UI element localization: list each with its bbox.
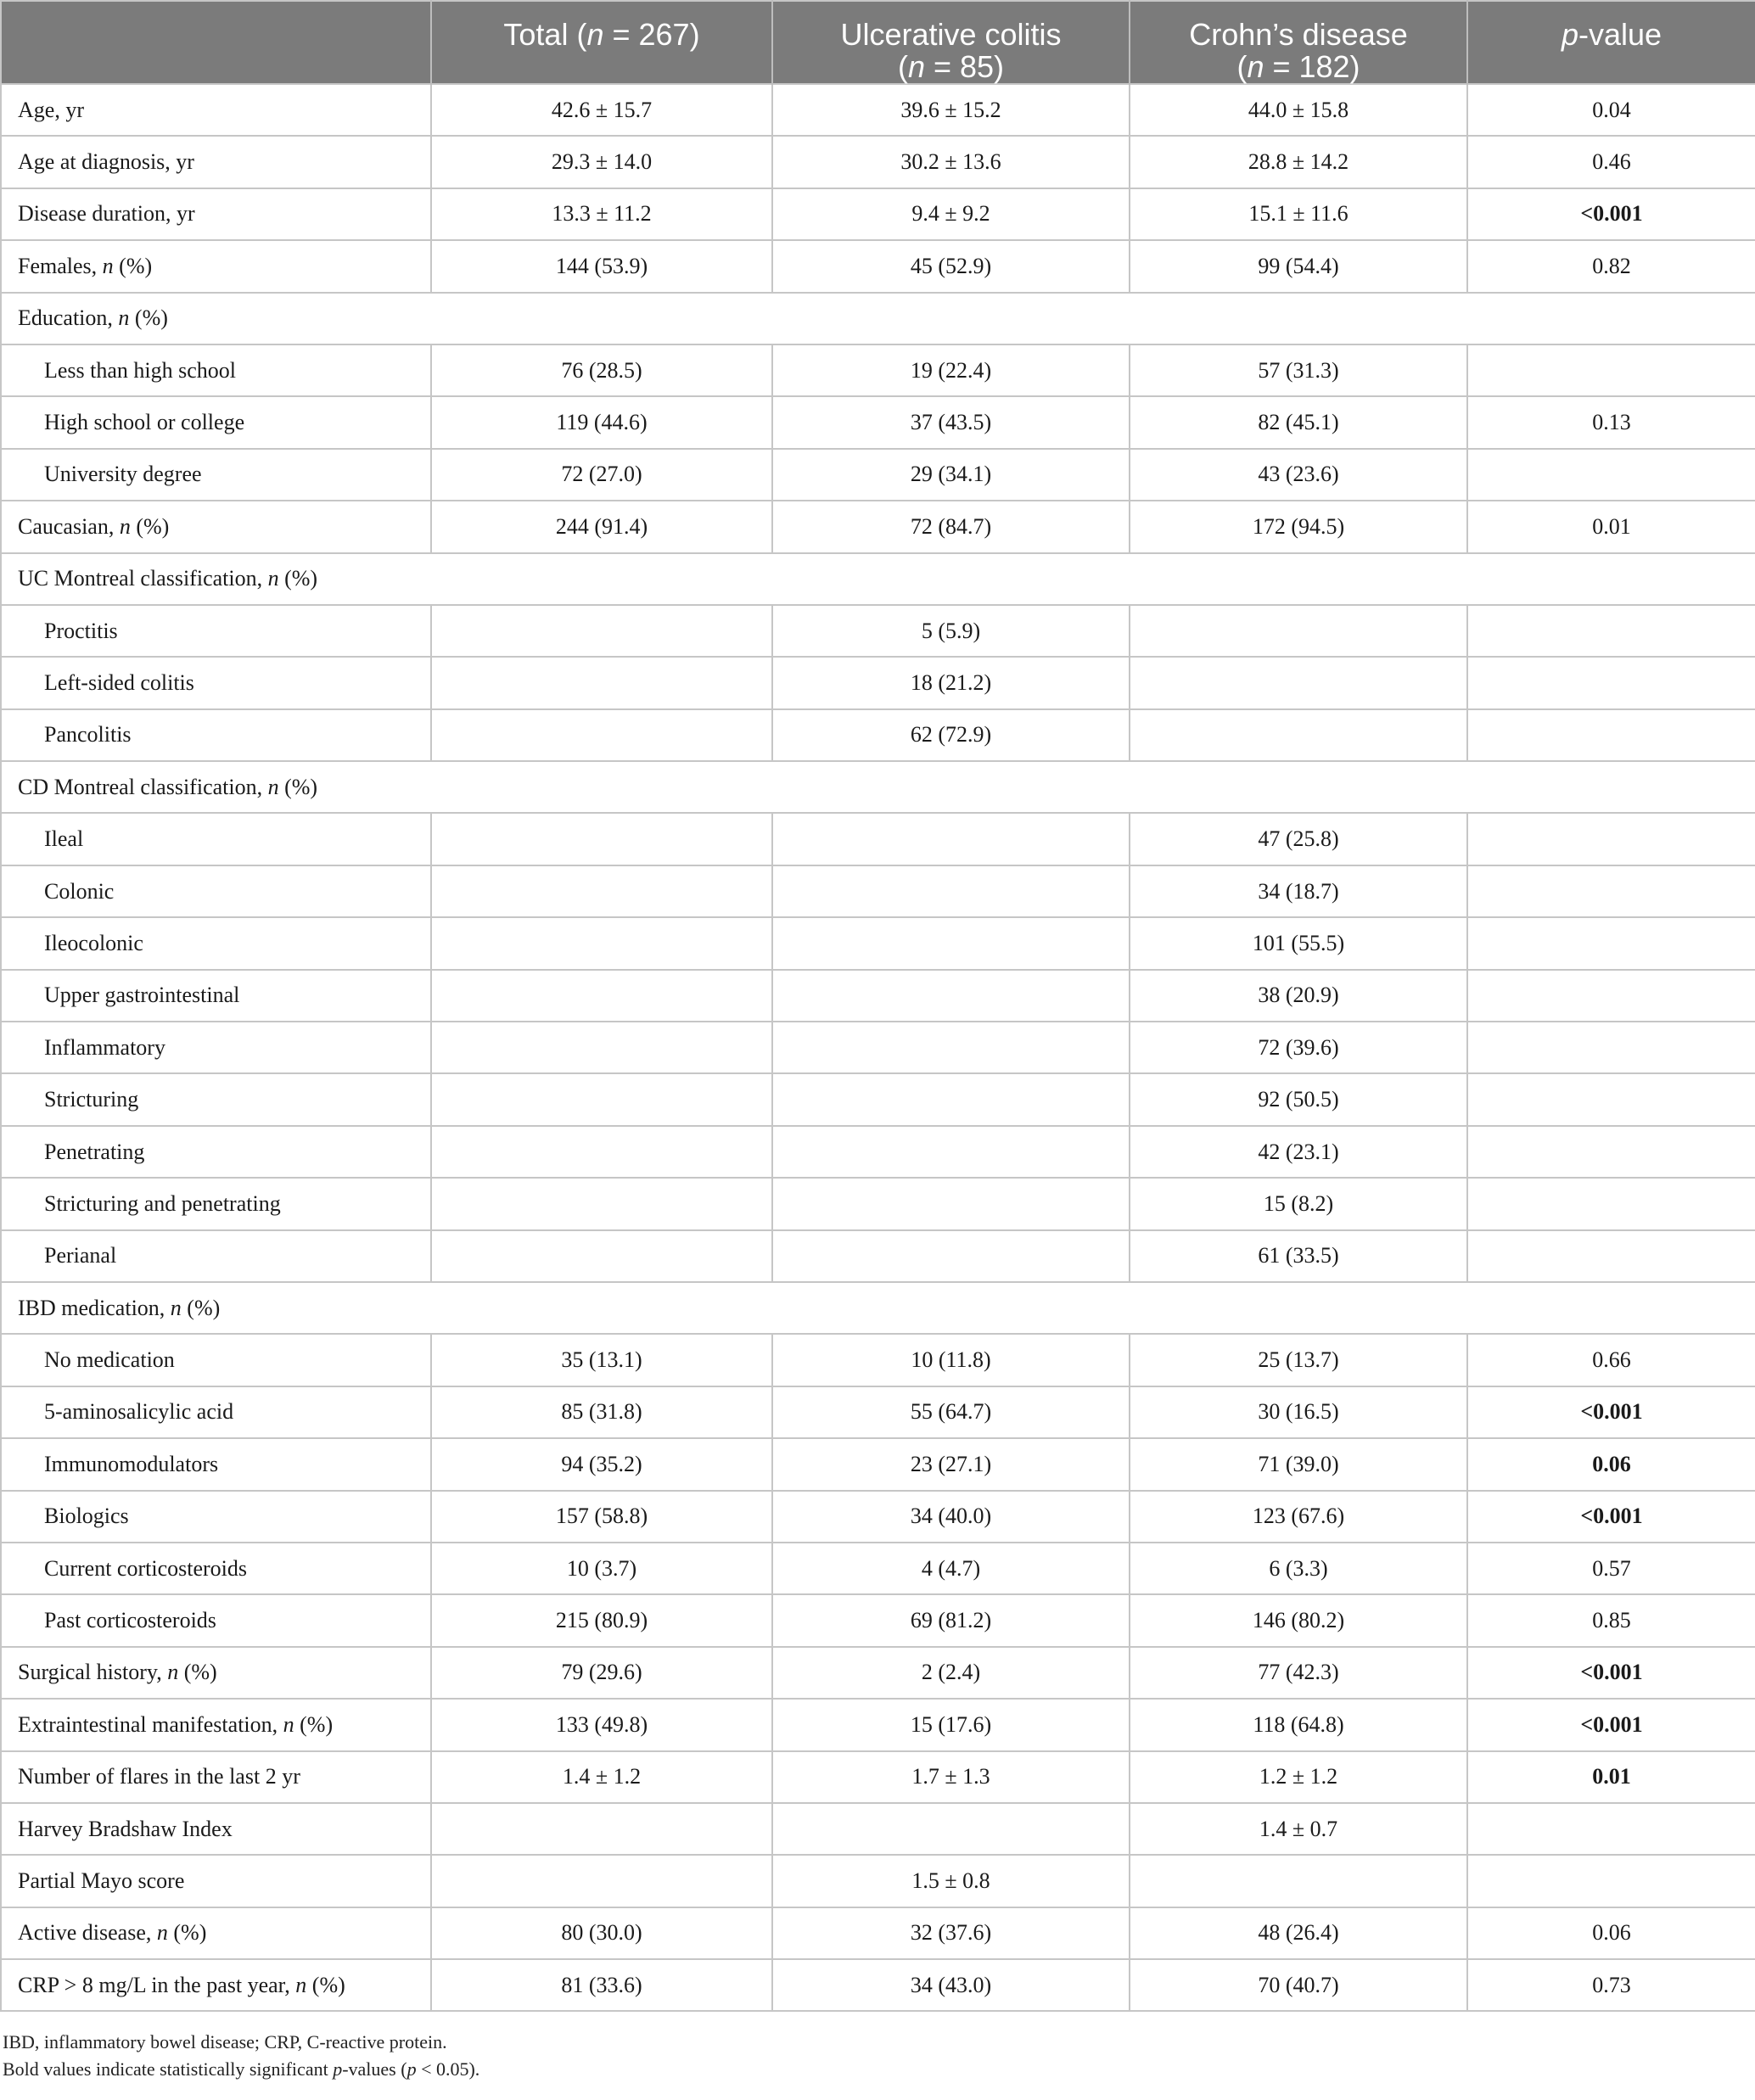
row-label: High school or college xyxy=(1,396,431,448)
cell-p-value xyxy=(1467,657,1755,708)
row-label: Colonic xyxy=(1,865,431,917)
table-header-row xyxy=(1,1,1755,84)
cell-crohns-disease: 70 (40.7) xyxy=(1130,1959,1467,2011)
table-row xyxy=(1,1699,1755,1750)
cell-ulcerative-colitis xyxy=(772,1022,1130,1073)
cell-total xyxy=(431,813,772,865)
cell-crohns-disease: 1.2 ± 1.2 xyxy=(1130,1751,1467,1803)
table-row xyxy=(1,501,1755,552)
cell-crohns-disease: 82 (45.1) xyxy=(1130,396,1467,448)
table-body xyxy=(1,84,1755,2011)
cell-total xyxy=(431,1855,772,1907)
cell-p-value: 0.57 xyxy=(1467,1543,1755,1594)
cell-ulcerative-colitis: 29 (34.1) xyxy=(772,449,1130,501)
cell-total: 133 (49.8) xyxy=(431,1699,772,1750)
cell-p-value: 0.46 xyxy=(1467,136,1755,188)
row-label: Education, n (%) xyxy=(1,293,1755,344)
row-label: Inflammatory xyxy=(1,1022,431,1073)
table-row xyxy=(1,709,1755,761)
cell-crohns-disease: 34 (18.7) xyxy=(1130,865,1467,917)
cell-ulcerative-colitis xyxy=(772,1073,1130,1125)
cell-ulcerative-colitis: 5 (5.9) xyxy=(772,605,1130,657)
table-row xyxy=(1,240,1755,292)
cell-p-value: 0.01 xyxy=(1467,501,1755,552)
table-row xyxy=(1,1803,1755,1855)
table-row xyxy=(1,1491,1755,1543)
cell-p-value xyxy=(1467,1022,1755,1073)
cell-crohns-disease: 48 (26.4) xyxy=(1130,1907,1467,1959)
table-row xyxy=(1,917,1755,969)
table-row xyxy=(1,1751,1755,1803)
cell-total: 10 (3.7) xyxy=(431,1543,772,1594)
row-label: Ileocolonic xyxy=(1,917,431,969)
cell-ulcerative-colitis xyxy=(772,917,1130,969)
cell-ulcerative-colitis: 39.6 ± 15.2 xyxy=(772,84,1130,136)
row-label: Ileal xyxy=(1,813,431,865)
cell-crohns-disease: 57 (31.3) xyxy=(1130,344,1467,396)
cell-total xyxy=(431,605,772,657)
row-label: Surgical history, n (%) xyxy=(1,1647,431,1699)
row-label: Number of flares in the last 2 yr xyxy=(1,1751,431,1803)
cell-crohns-disease: 99 (54.4) xyxy=(1130,240,1467,292)
header-ulcerative-colitis: Ulcerative colitis (n = 85) xyxy=(772,1,1130,84)
table-row xyxy=(1,1334,1755,1386)
cell-p-value xyxy=(1467,813,1755,865)
cell-total xyxy=(431,865,772,917)
table-row xyxy=(1,396,1755,448)
table-row xyxy=(1,1594,1755,1646)
row-label: Immunomodulators xyxy=(1,1438,431,1490)
cell-crohns-disease xyxy=(1130,605,1467,657)
table-row xyxy=(1,1386,1755,1438)
cell-ulcerative-colitis: 45 (52.9) xyxy=(772,240,1130,292)
table-row xyxy=(1,1907,1755,1959)
cell-ulcerative-colitis: 10 (11.8) xyxy=(772,1334,1130,1386)
cell-p-value xyxy=(1467,1073,1755,1125)
cell-crohns-disease: 146 (80.2) xyxy=(1130,1594,1467,1646)
cell-total xyxy=(431,970,772,1022)
table-row xyxy=(1,1647,1755,1699)
cell-ulcerative-colitis xyxy=(772,970,1130,1022)
table-row xyxy=(1,136,1755,188)
cell-p-value xyxy=(1467,605,1755,657)
cell-total: 76 (28.5) xyxy=(431,344,772,396)
cell-p-value xyxy=(1467,1230,1755,1282)
cell-p-value: <0.001 xyxy=(1467,1386,1755,1438)
cell-ulcerative-colitis: 32 (37.6) xyxy=(772,1907,1130,1959)
row-label: Pancolitis xyxy=(1,709,431,761)
cell-ulcerative-colitis xyxy=(772,1230,1130,1282)
row-label: UC Montreal classification, n (%) xyxy=(1,553,1755,605)
cell-total: 157 (58.8) xyxy=(431,1491,772,1543)
footnote-abbreviations: IBD, inflammatory bowel disease; CRP, C-reactive protein. xyxy=(3,2031,447,2053)
cell-p-value xyxy=(1467,1126,1755,1178)
table-row xyxy=(1,1230,1755,1282)
cell-ulcerative-colitis: 18 (21.2) xyxy=(772,657,1130,708)
cell-crohns-disease: 123 (67.6) xyxy=(1130,1491,1467,1543)
cell-p-value: 0.06 xyxy=(1467,1438,1755,1490)
cell-ulcerative-colitis xyxy=(772,1126,1130,1178)
table-row xyxy=(1,1543,1755,1594)
cell-p-value: 0.66 xyxy=(1467,1334,1755,1386)
cell-p-value: 0.73 xyxy=(1467,1959,1755,2011)
cell-p-value: 0.01 xyxy=(1467,1751,1755,1803)
cell-p-value: <0.001 xyxy=(1467,1647,1755,1699)
row-label: Upper gastrointestinal xyxy=(1,970,431,1022)
cell-crohns-disease xyxy=(1130,1855,1467,1907)
cell-total: 94 (35.2) xyxy=(431,1438,772,1490)
cell-p-value xyxy=(1467,449,1755,501)
cell-p-value xyxy=(1467,917,1755,969)
cell-ulcerative-colitis: 72 (84.7) xyxy=(772,501,1130,552)
cell-ulcerative-colitis xyxy=(772,813,1130,865)
row-label: Past corticosteroids xyxy=(1,1594,431,1646)
table-row xyxy=(1,813,1755,865)
cell-crohns-disease: 38 (20.9) xyxy=(1130,970,1467,1022)
cell-ulcerative-colitis: 55 (64.7) xyxy=(772,1386,1130,1438)
row-label: Current corticosteroids xyxy=(1,1543,431,1594)
cell-ulcerative-colitis: 1.5 ± 0.8 xyxy=(772,1855,1130,1907)
row-label: Biologics xyxy=(1,1491,431,1543)
row-label: Females, n (%) xyxy=(1,240,431,292)
cell-total xyxy=(431,1126,772,1178)
cell-total: 244 (91.4) xyxy=(431,501,772,552)
cell-total: 80 (30.0) xyxy=(431,1907,772,1959)
table-row xyxy=(1,605,1755,657)
table-row xyxy=(1,1178,1755,1229)
header-p-value: p-value xyxy=(1467,1,1755,84)
row-label: Harvey Bradshaw Index xyxy=(1,1803,431,1855)
row-label: Partial Mayo score xyxy=(1,1855,431,1907)
row-label: CD Montreal classification, n (%) xyxy=(1,761,1755,813)
cell-total: 35 (13.1) xyxy=(431,1334,772,1386)
cell-crohns-disease: 1.4 ± 0.7 xyxy=(1130,1803,1467,1855)
cell-crohns-disease: 25 (13.7) xyxy=(1130,1334,1467,1386)
cell-total xyxy=(431,1803,772,1855)
cell-crohns-disease: 15 (8.2) xyxy=(1130,1178,1467,1229)
cell-total xyxy=(431,657,772,708)
cell-crohns-disease xyxy=(1130,709,1467,761)
table-row xyxy=(1,1855,1755,1907)
row-label: University degree xyxy=(1,449,431,501)
cell-ulcerative-colitis: 9.4 ± 9.2 xyxy=(772,188,1130,240)
cell-p-value: 0.13 xyxy=(1467,396,1755,448)
section-header-row xyxy=(1,761,1755,813)
cell-crohns-disease: 42 (23.1) xyxy=(1130,1126,1467,1178)
cell-crohns-disease: 15.1 ± 11.6 xyxy=(1130,188,1467,240)
row-label: 5-aminosalicylic acid xyxy=(1,1386,431,1438)
header-total: Total (n = 267) xyxy=(431,1,772,84)
row-label: CRP > 8 mg/L in the past year, n (%) xyxy=(1,1959,431,2011)
row-label: Less than high school xyxy=(1,344,431,396)
cell-p-value xyxy=(1467,709,1755,761)
cell-total: 85 (31.8) xyxy=(431,1386,772,1438)
table-row xyxy=(1,344,1755,396)
table-row xyxy=(1,970,1755,1022)
cell-crohns-disease: 92 (50.5) xyxy=(1130,1073,1467,1125)
cell-crohns-disease: 77 (42.3) xyxy=(1130,1647,1467,1699)
table-row xyxy=(1,865,1755,917)
header-crohns-disease: Crohn’s disease (n = 182) xyxy=(1130,1,1467,84)
cell-crohns-disease: 6 (3.3) xyxy=(1130,1543,1467,1594)
table-row xyxy=(1,1022,1755,1073)
cell-crohns-disease: 61 (33.5) xyxy=(1130,1230,1467,1282)
cell-ulcerative-colitis: 19 (22.4) xyxy=(772,344,1130,396)
cell-p-value: 0.82 xyxy=(1467,240,1755,292)
cell-ulcerative-colitis: 23 (27.1) xyxy=(772,1438,1130,1490)
cell-crohns-disease: 47 (25.8) xyxy=(1130,813,1467,865)
cell-total xyxy=(431,1073,772,1125)
cell-total xyxy=(431,917,772,969)
cell-total xyxy=(431,1178,772,1229)
cell-ulcerative-colitis: 34 (43.0) xyxy=(772,1959,1130,2011)
cell-total: 81 (33.6) xyxy=(431,1959,772,2011)
cell-total xyxy=(431,1230,772,1282)
row-label: Extraintestinal manifestation, n (%) xyxy=(1,1699,431,1750)
cell-p-value: 0.04 xyxy=(1467,84,1755,136)
cell-p-value: 0.85 xyxy=(1467,1594,1755,1646)
row-label: Perianal xyxy=(1,1230,431,1282)
cell-total: 13.3 ± 11.2 xyxy=(431,188,772,240)
table-row xyxy=(1,1959,1755,2011)
row-label: Disease duration, yr xyxy=(1,188,431,240)
cell-ulcerative-colitis: 2 (2.4) xyxy=(772,1647,1130,1699)
table-row xyxy=(1,1438,1755,1490)
row-label: Stricturing xyxy=(1,1073,431,1125)
cell-p-value: <0.001 xyxy=(1467,1699,1755,1750)
cell-ulcerative-colitis: 30.2 ± 13.6 xyxy=(772,136,1130,188)
cell-ulcerative-colitis: 4 (4.7) xyxy=(772,1543,1130,1594)
cell-ulcerative-colitis: 62 (72.9) xyxy=(772,709,1130,761)
table-row xyxy=(1,1073,1755,1125)
header-characteristic xyxy=(1,1,431,84)
cell-ulcerative-colitis: 1.7 ± 1.3 xyxy=(772,1751,1130,1803)
cell-crohns-disease xyxy=(1130,657,1467,708)
cell-total xyxy=(431,709,772,761)
cell-ulcerative-colitis: 69 (81.2) xyxy=(772,1594,1130,1646)
cell-ulcerative-colitis: 37 (43.5) xyxy=(772,396,1130,448)
cell-crohns-disease: 72 (39.6) xyxy=(1130,1022,1467,1073)
cell-p-value xyxy=(1467,1178,1755,1229)
cell-ulcerative-colitis xyxy=(772,1178,1130,1229)
cell-crohns-disease: 30 (16.5) xyxy=(1130,1386,1467,1438)
table-row xyxy=(1,1126,1755,1178)
row-label: Caucasian, n (%) xyxy=(1,501,431,552)
cell-crohns-disease: 71 (39.0) xyxy=(1130,1438,1467,1490)
section-header-row xyxy=(1,1282,1755,1334)
row-label: IBD medication, n (%) xyxy=(1,1282,1755,1334)
cell-total: 79 (29.6) xyxy=(431,1647,772,1699)
cell-total: 42.6 ± 15.7 xyxy=(431,84,772,136)
section-header-row xyxy=(1,293,1755,344)
cell-p-value xyxy=(1467,1855,1755,1907)
table-row xyxy=(1,84,1755,136)
cell-total: 144 (53.9) xyxy=(431,240,772,292)
row-label: No medication xyxy=(1,1334,431,1386)
row-label: Age, yr xyxy=(1,84,431,136)
footnote-bold-values: Bold values indicate statistically significant p-values (p < 0.05). xyxy=(3,2058,480,2080)
cell-total: 1.4 ± 1.2 xyxy=(431,1751,772,1803)
cell-p-value xyxy=(1467,344,1755,396)
table-footnotes xyxy=(0,2029,1755,2083)
cell-total xyxy=(431,1022,772,1073)
cell-ulcerative-colitis: 34 (40.0) xyxy=(772,1491,1130,1543)
cell-ulcerative-colitis xyxy=(772,865,1130,917)
cell-crohns-disease: 118 (64.8) xyxy=(1130,1699,1467,1750)
cell-p-value: <0.001 xyxy=(1467,1491,1755,1543)
cell-crohns-disease: 28.8 ± 14.2 xyxy=(1130,136,1467,188)
cell-p-value: 0.06 xyxy=(1467,1907,1755,1959)
row-label: Penetrating xyxy=(1,1126,431,1178)
cell-p-value xyxy=(1467,970,1755,1022)
cell-p-value xyxy=(1467,1803,1755,1855)
cell-p-value xyxy=(1467,865,1755,917)
table-row xyxy=(1,657,1755,708)
table-row xyxy=(1,449,1755,501)
cell-total: 119 (44.6) xyxy=(431,396,772,448)
row-label: Age at diagnosis, yr xyxy=(1,136,431,188)
table-row xyxy=(1,188,1755,240)
cell-total: 215 (80.9) xyxy=(431,1594,772,1646)
row-label: Active disease, n (%) xyxy=(1,1907,431,1959)
cell-total: 72 (27.0) xyxy=(431,449,772,501)
row-label: Left-sided colitis xyxy=(1,657,431,708)
cell-crohns-disease: 44.0 ± 15.8 xyxy=(1130,84,1467,136)
cell-crohns-disease: 101 (55.5) xyxy=(1130,917,1467,969)
cell-ulcerative-colitis: 15 (17.6) xyxy=(772,1699,1130,1750)
row-label: Proctitis xyxy=(1,605,431,657)
cell-ulcerative-colitis xyxy=(772,1803,1130,1855)
row-label: Stricturing and penetrating xyxy=(1,1178,431,1229)
cell-total: 29.3 ± 14.0 xyxy=(431,136,772,188)
cell-crohns-disease: 172 (94.5) xyxy=(1130,501,1467,552)
cell-crohns-disease: 43 (23.6) xyxy=(1130,449,1467,501)
section-header-row xyxy=(1,553,1755,605)
cell-p-value: <0.001 xyxy=(1467,188,1755,240)
